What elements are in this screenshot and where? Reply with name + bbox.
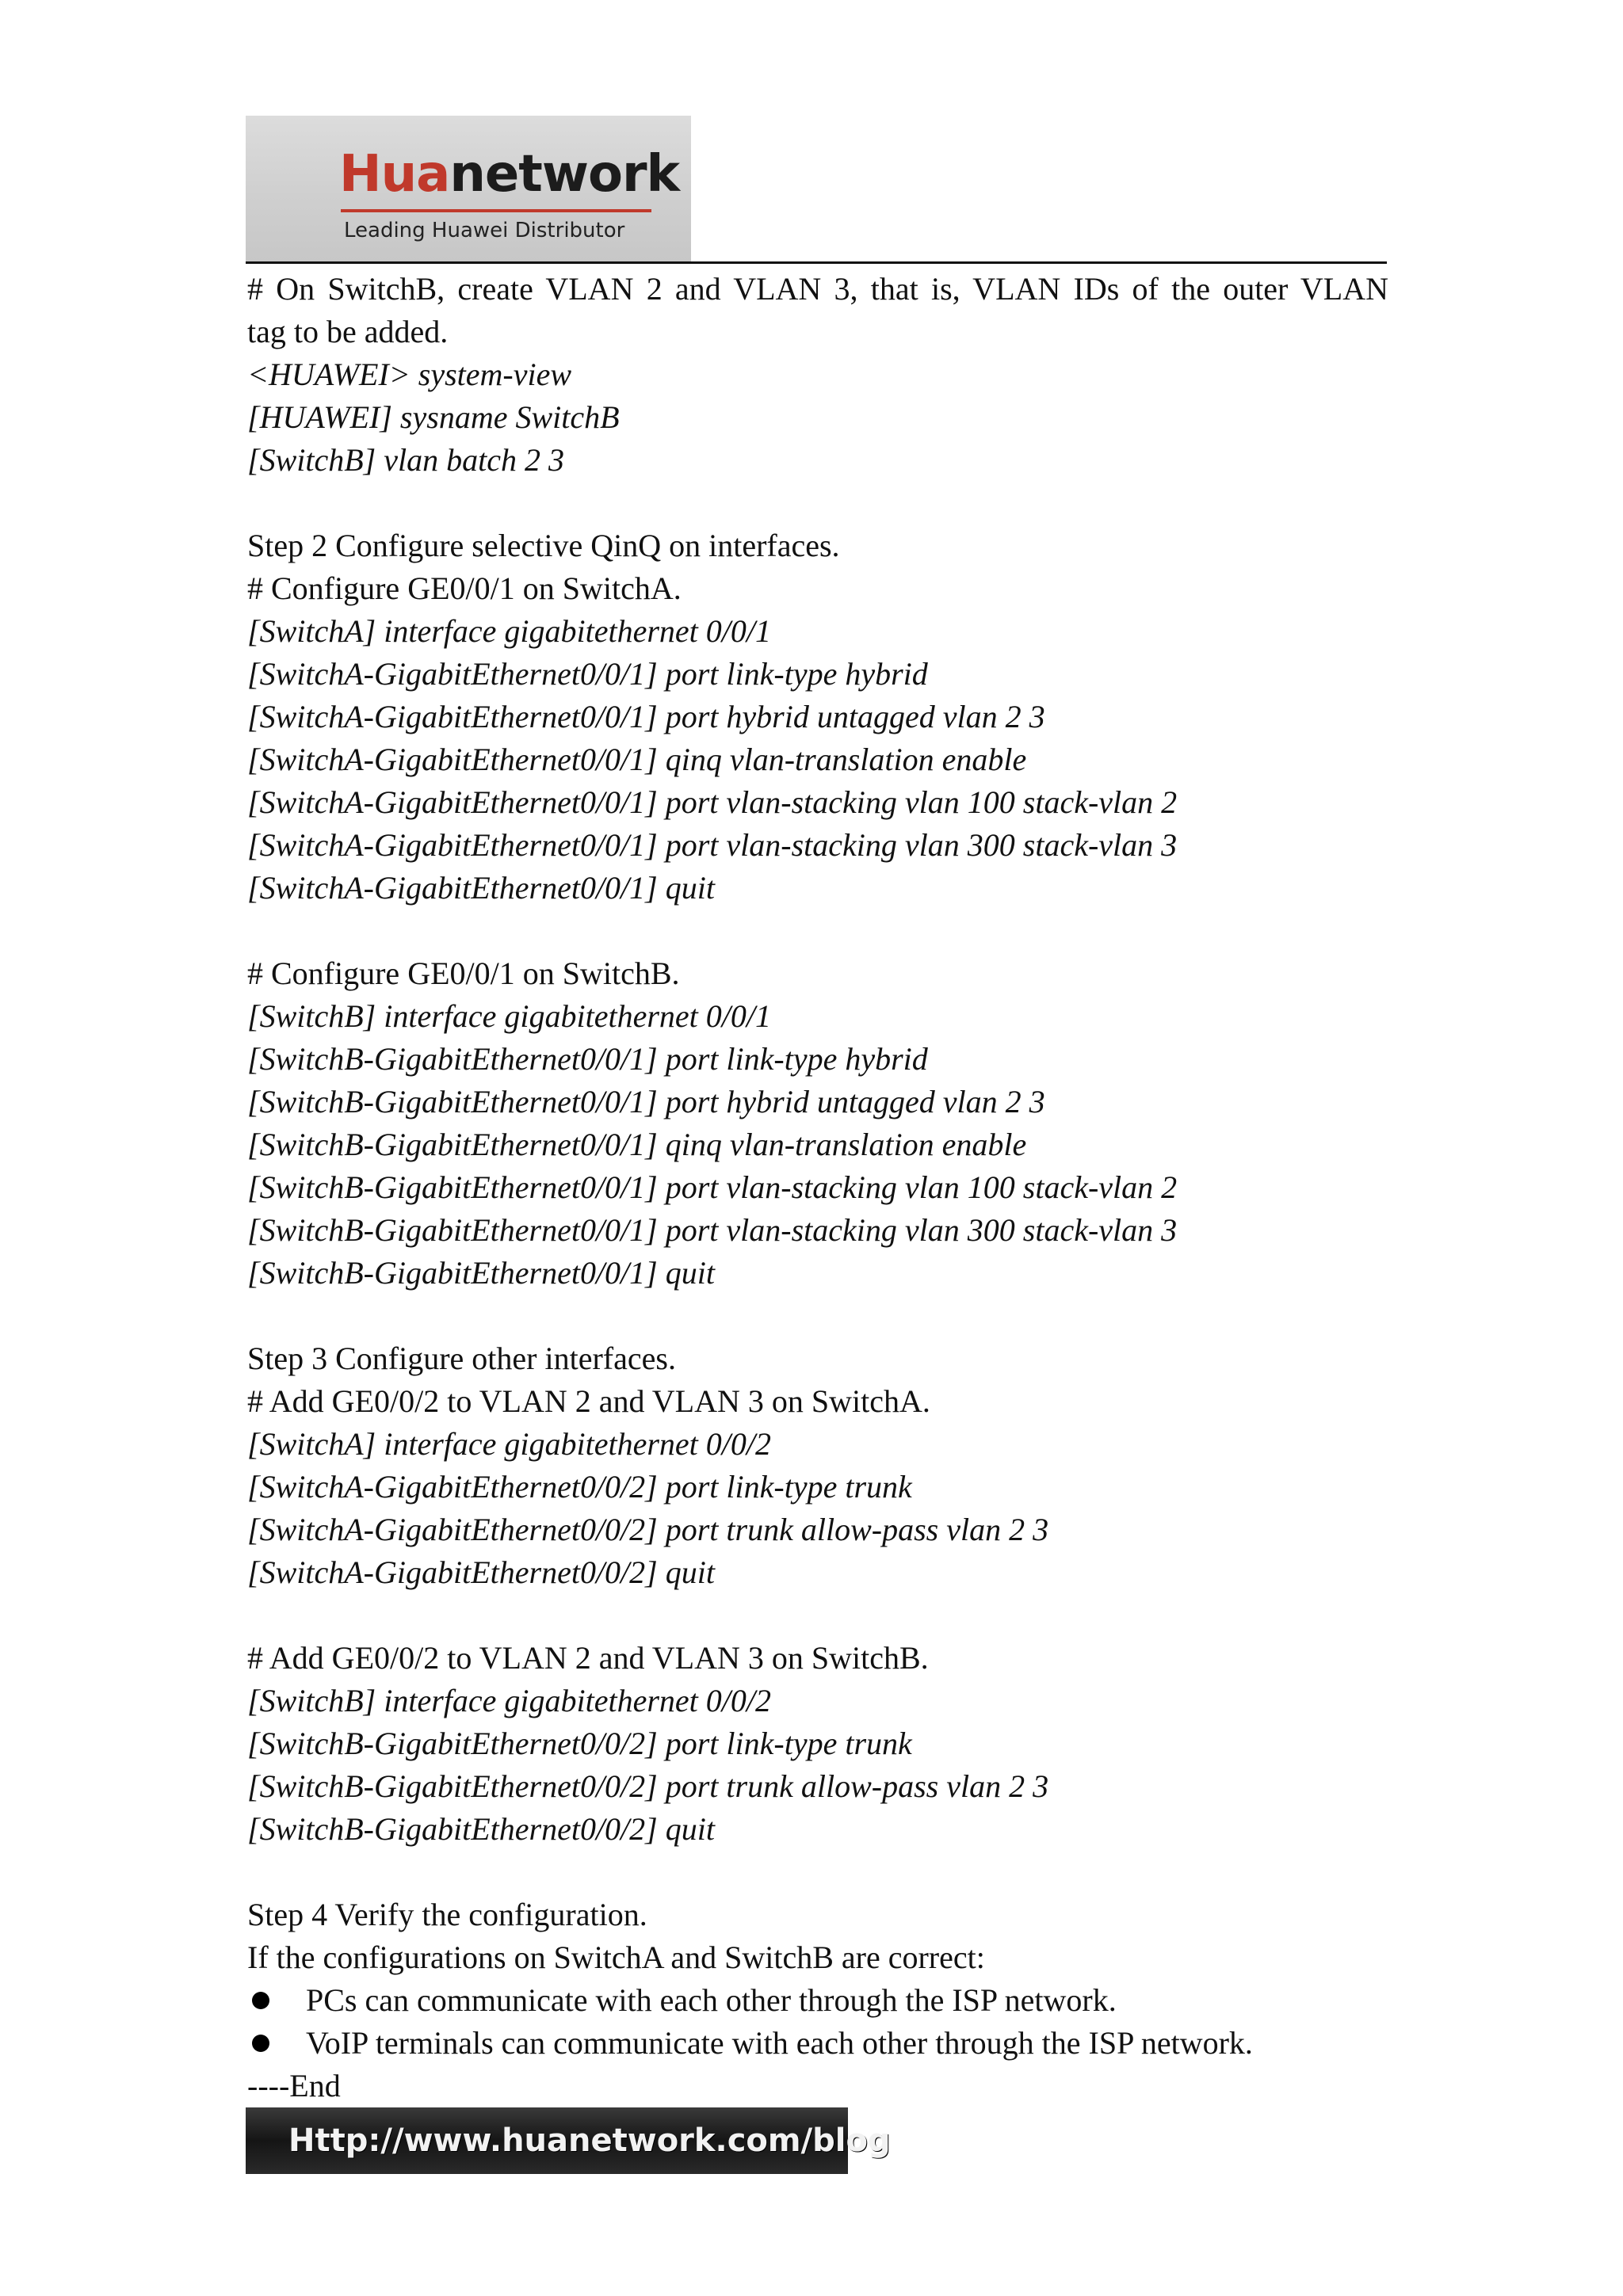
bullet-text: PCs can communicate with each other through the ISP network. [306, 1982, 1117, 2018]
paragraph-gap [247, 1295, 1388, 1337]
command-line: [SwitchB] vlan batch 2 3 [247, 442, 564, 478]
command-line: [SwitchB-GigabitEthernet0/0/1] qinq vlan-translation enable [247, 1127, 1027, 1162]
bullet-item [247, 1979, 1388, 2022]
bullet-dot-icon [252, 1992, 269, 2009]
command-line: [SwitchA] interface gigabitethernet 0/0/2 [247, 1426, 772, 1462]
step-heading: Step 4 Verify the configuration. [247, 1897, 647, 1932]
command-line: [SwitchA-GigabitEthernet0/0/2] port link-type trunk [247, 1469, 912, 1505]
header-divider [246, 261, 1387, 264]
logo-tagline: Leading Huawei Distributor [344, 219, 625, 242]
logo-wordmark-dark: network [449, 145, 680, 204]
command-line: [SwitchB-GigabitEthernet0/0/1] port hybrid untagged vlan 2 3 [247, 1084, 1045, 1119]
command-line: [SwitchA-GigabitEthernet0/0/2] quit [247, 1554, 715, 1590]
step-heading: Step 2 Configure selective QinQ on interfaces. [247, 528, 840, 563]
paragraph-gap [247, 482, 1388, 524]
intro-line-1: # On SwitchB, create VLAN 2 and VLAN 3, that is, VLAN IDs of the outer VLAN [247, 271, 1388, 307]
verify-intro: If the configurations on SwitchA and SwitchB are correct: [247, 1939, 985, 1975]
command-line: [SwitchB] interface gigabitethernet 0/0/1 [247, 998, 772, 1034]
command-line: [SwitchA-GigabitEthernet0/0/2] port trunk allow-pass vlan 2 3 [247, 1512, 1049, 1547]
command-line: [SwitchB-GigabitEthernet0/0/1] port vlan-stacking vlan 100 stack-vlan 2 [247, 1169, 1178, 1205]
command-line: [HUAWEI] sysname SwitchB [247, 399, 620, 435]
command-line: [SwitchA-GigabitEthernet0/0/1] port vlan-stacking vlan 300 stack-vlan 3 [247, 827, 1178, 863]
command-line: [SwitchB] interface gigabitethernet 0/0/2 [247, 1683, 772, 1718]
blog-url-banner[interactable] [246, 2107, 891, 2174]
section-comment: # Configure GE0/0/1 on SwitchA. [247, 570, 682, 606]
bullet-text: VoIP terminals can communicate with each other through the ISP network. [306, 2025, 1253, 2061]
command-line: [SwitchA-GigabitEthernet0/0/1] qinq vlan-translation enable [247, 742, 1027, 777]
logo-wordmark-red: Hua [339, 145, 450, 204]
intro-line-2: tag to be added. [247, 314, 449, 349]
bullet-item [247, 2022, 1388, 2065]
command-line: [SwitchA-GigabitEthernet0/0/1] port link-type hybrid [247, 656, 928, 692]
command-line: [SwitchB-GigabitEthernet0/0/1] port link-type hybrid [247, 1041, 928, 1077]
command-line: [SwitchB-GigabitEthernet0/0/1] quit [247, 1255, 715, 1291]
end-marker: ----End [247, 2068, 341, 2103]
blog-url-text: Http://www.huanetwork.com/blog [288, 2122, 891, 2159]
huanetwork-logo [246, 116, 691, 261]
section-comment: # Add GE0/0/2 to VLAN 2 and VLAN 3 on SwitchB. [247, 1640, 929, 1676]
bullet-dot-icon [252, 2035, 269, 2052]
document-body [247, 268, 1388, 2107]
logo-underline [341, 209, 651, 212]
command-line: [SwitchA] interface gigabitethernet 0/0/1 [247, 613, 772, 649]
paragraph-gap [247, 910, 1388, 952]
command-line: [SwitchB-GigabitEthernet0/0/2] quit [247, 1811, 715, 1847]
logo-wordmark [339, 145, 680, 204]
step-heading: Step 3 Configure other interfaces. [247, 1341, 676, 1376]
command-line: [SwitchB-GigabitEthernet0/0/2] port trunk allow-pass vlan 2 3 [247, 1768, 1049, 1804]
paragraph-gap [247, 1851, 1388, 1894]
section-comment: # Configure GE0/0/1 on SwitchB. [247, 955, 680, 991]
command-line: [SwitchB-GigabitEthernet0/0/1] port vlan-stacking vlan 300 stack-vlan 3 [247, 1212, 1178, 1248]
command-line: [SwitchA-GigabitEthernet0/0/1] port vlan-stacking vlan 100 stack-vlan 2 [247, 784, 1178, 820]
command-line: <HUAWEI> system-view [247, 357, 572, 392]
command-line: [SwitchB-GigabitEthernet0/0/2] port link-type trunk [247, 1726, 912, 1761]
command-line: [SwitchA-GigabitEthernet0/0/1] quit [247, 870, 715, 906]
paragraph-gap [247, 1594, 1388, 1637]
section-comment: # Add GE0/0/2 to VLAN 2 and VLAN 3 on SwitchA. [247, 1383, 930, 1419]
command-line: [SwitchA-GigabitEthernet0/0/1] port hybrid untagged vlan 2 3 [247, 699, 1045, 734]
